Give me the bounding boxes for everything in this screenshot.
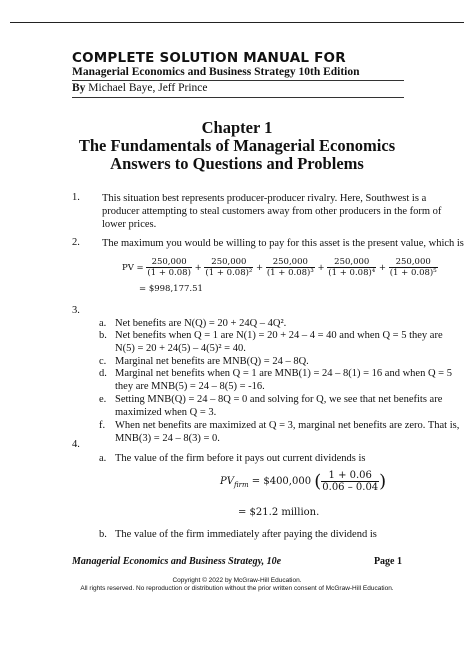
answer-line: This situation best represents producer-producer rivalry. Here, Southwest is a [102,193,427,204]
answer-text [102,192,441,231]
answer-line: Net benefits are N(Q) = 20 + 24Q – 4Q². [115,318,287,329]
footer-book-title: Managerial Economics and Business Strategy, 10e [72,556,282,567]
answer-line: Marginal net benefits when Q = 1 are MNB(1) = 24 – 8(1) = 16 and when Q = 5 [115,368,452,379]
part-label: a. [99,318,107,329]
fraction: $\frac{250,000}{\text{(1 + 0.08)³}}$ [266,257,314,278]
answer-line: lower prices. [102,219,157,230]
chapter-subtitle: Answers to Questions and Problems [110,154,364,173]
answer-text: The maximum you would be willing to pay for this asset is the present value, which is [102,238,464,249]
question-number: 3. [72,305,80,316]
chapter-title: The Fundamentals of Managerial Economics [78,136,396,155]
part-label: d. [99,368,107,379]
pv-label: PV [220,476,234,487]
answer-line: Marginal net benefits are MNB(Q) = 24 – 8Q. [115,356,309,367]
pv-result: = $998,177.51 [139,284,203,294]
authors: Michael Baye, Jeff Prince [85,82,208,94]
answer-line: maximized when Q = 3. [115,407,217,418]
question-number: 2. [72,237,80,248]
answer-text [115,419,459,445]
part-label: e. [99,394,107,405]
part-label: b. [99,529,107,540]
page-number: Page 1 [373,556,402,567]
top-border [10,22,464,23]
divider [72,80,404,81]
answer-line: When net benefits are maximized at Q = 3, marginal net benefits are zero. That is, [115,420,460,431]
chapter-number: Chapter 1 [201,118,273,137]
answer-line: The value of the firm immediately after paying the dividend is [115,529,377,540]
answer-line: Net benefits when Q = 1 are N(1) = 20 + 24 – 4 = 40 and when Q = 5 they are [115,330,443,341]
question-number: 1. [72,192,80,203]
fraction: $\frac{250,000}{\text{(1 + 0.08)²}}$ [205,257,253,278]
pv-label: PV = [122,263,144,273]
by-label: By [72,82,86,94]
banner-title: COMPLETE SOLUTION MANUAL FOR [72,50,346,66]
part-label: f. [99,420,106,431]
part-label: b. [99,330,107,341]
fraction: $\frac{1 + 0.06}{0.06 - 0.04}$ [322,470,379,493]
question-number: 4. [72,439,80,450]
pv-equation: PV = $\frac{250,000}{(1 + 0.08)}$ + $\frac{250,000}{\text{(1 + 0.08)²}}$ + $\frac{250,000}{\text{(1 + 0.08)³}}$ + $\frac{250,000}{\text{(1 + 0.08)⁴}}$ + $\frac{250,000}{\text{(1 + 0.08)⁵}}$ [122,257,437,278]
fraction: $\frac{250,000}{\text{(1 + 0.08)⁵}}$ [389,257,437,278]
divider [72,97,404,98]
answer-line: Setting MNB(Q) = 24 – 8Q = 0 and solving for Q, we see that net benefits are [115,394,443,405]
answer-line: The value of the firm before it pays out current dividends is [115,453,366,464]
answer-line: N(5) = 20 + 24(5) – 4(5)² = 40. [115,343,246,354]
firm-value-result: = $21.2 million. [238,507,320,518]
fraction: $\frac{250,000}{\text{(1 + 0.08)⁴}}$ [328,257,376,278]
fraction: $\frac{250,000}{(1 + 0.08)}$ [147,257,191,278]
answer-text [115,367,452,393]
answer-text [115,329,443,355]
answer-line: producer attempting to steal customers away from other producers in the form of [102,206,442,217]
copyright: Copyright © 2022 by McGraw-Hill Education. [172,577,302,584]
part-label: a. [99,453,107,464]
answer-text [115,393,442,419]
answer-line: MNB(3) = 24 – 8(3) = 0. [115,433,220,444]
answer-line: they are MNB(5) = 24 – 8(5) = -16. [115,381,265,392]
rights-notice: All rights reserved. No reproduction or distribution without the prior written consent of McGraw-Hill Education. [80,585,394,592]
firm-value-equation: $PV_{firm}$ = $400,000 ( $\frac{1 + 0.06}{0.06 - 0.04}$ ) [220,470,387,493]
part-label: c. [99,356,107,367]
author-line [72,82,208,94]
edition-line: Managerial Economics and Business Strategy 10th Edition [72,66,360,78]
